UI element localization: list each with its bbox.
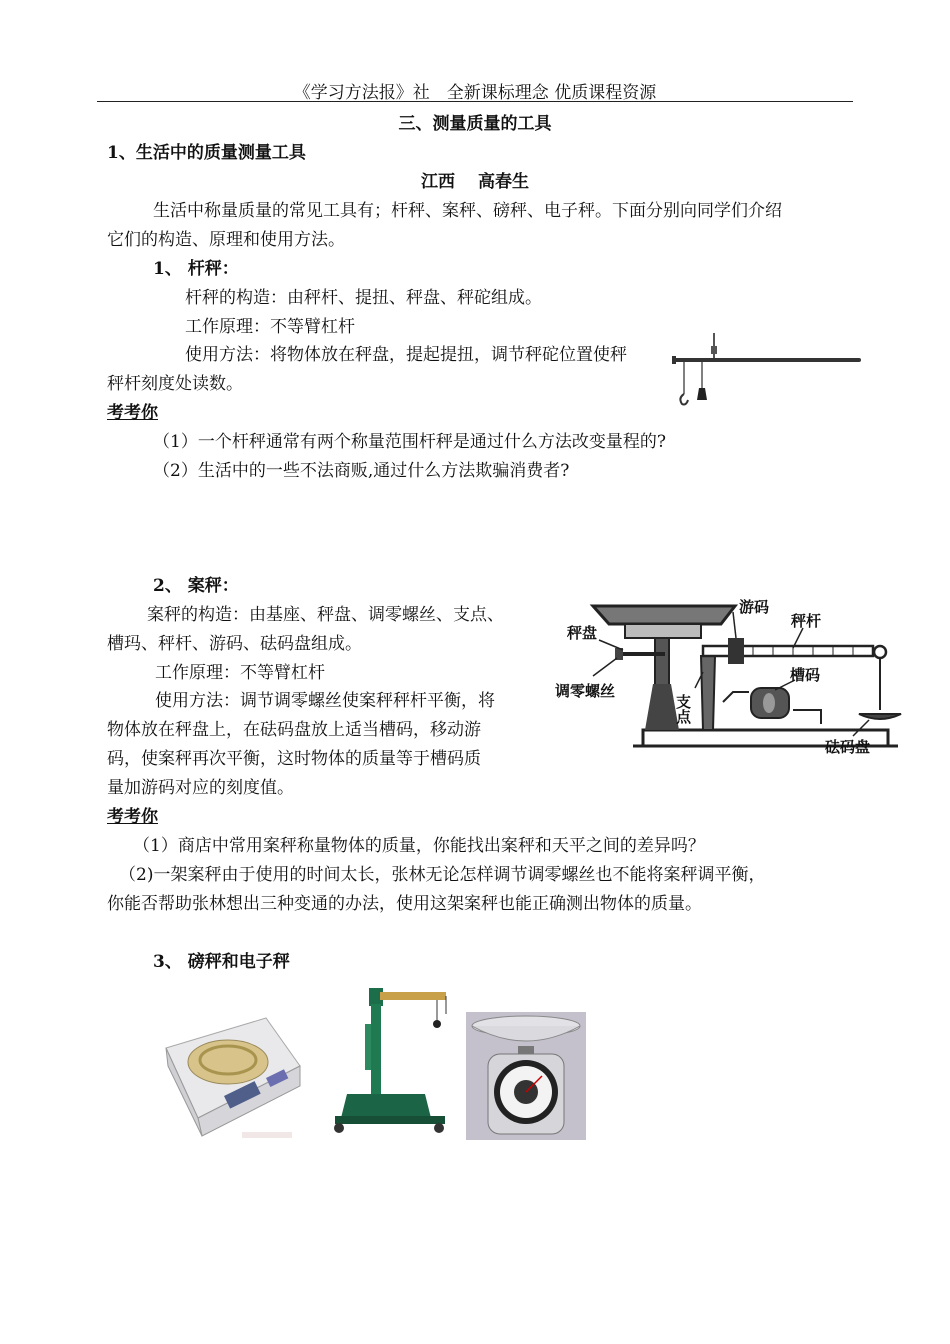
platform-scale-diagram	[553, 592, 905, 762]
label-weight-pan: 砝码盘	[825, 738, 871, 756]
anchen-question-2-line-2: 你能否帮助张林想出三种变通的办法，使用这架案秤也能正确测出物体的质量。	[107, 894, 702, 914]
anchen-quiz-title: 考考你	[107, 807, 158, 827]
intro-line-1: 生活中称量质量的常见工具有；杆秤、案秤、磅秤、电子秤。下面分别向同学们介绍	[153, 201, 782, 221]
bangchen-heading: 3、 磅秤和电子秤	[153, 952, 290, 972]
label-pan: 秤盘	[567, 624, 598, 642]
anchen-usage-line-1: 使用方法：调节调零螺丝使案秤秤杆平衡，将	[155, 691, 495, 711]
platform-scale-photo	[325, 984, 455, 1138]
label-beam: 秤杆	[791, 612, 822, 630]
label-rider: 游码	[739, 598, 770, 616]
anchen-structure-line-1: 案秤的构造：由基座、秤盘、调零螺丝、支点、	[147, 605, 504, 625]
anchen-question-1: （1）商店中常用案秤称量物体的质量，你能找出案秤和天平之间的差异吗？	[133, 836, 705, 856]
ganchen-question-1: （1）一个杆秤通常有两个称量范围杆秤是通过什么方法改变量程的?	[153, 432, 666, 452]
page-header: 《学习方法报》社 全新课标理念 优质课程资源	[293, 83, 657, 103]
section-heading: 1、生活中的质量测量工具	[107, 143, 306, 163]
dial-scale-photo	[466, 1012, 586, 1140]
anchen-structure-line-2: 槽玛、秤杆、游码、砝码盘组成。	[107, 634, 362, 654]
ganchen-structure: 杆秤的构造：由秤杆、提扭、秤盘、秤砣组成。	[185, 288, 542, 308]
ganchen-usage-line-2: 秤杆刻度处读数。	[107, 374, 243, 394]
steelyard-figure	[664, 328, 864, 412]
anchen-usage-line-3: 码，使案秤再次平衡，这时物体的质量等于槽码质	[107, 749, 481, 769]
label-zero-screw: 调零螺丝	[555, 682, 616, 700]
intro-line-2: 它们的构造、原理和使用方法。	[107, 230, 345, 250]
anchen-usage-line-2: 物体放在秤盘上，在砝码盘放上适当槽码，移动游	[107, 720, 481, 740]
ganchen-question-2: （2）生活中的一些不法商贩,通过什么方法欺骗消费者?	[153, 461, 570, 481]
ganchen-principle: 工作原理：不等臂杠杆	[185, 317, 355, 337]
page-title: 三、测量质量的工具	[398, 114, 552, 134]
anchen-usage-line-4: 量加游码对应的刻度值。	[107, 778, 294, 798]
header-rule	[97, 101, 853, 102]
ganchen-usage-line-1: 使用方法：将物体放在秤盘，提起提扭，调节秤砣位置使秤	[185, 345, 627, 365]
label-slot-weight: 槽码	[790, 666, 821, 684]
ganchen-heading: 1、 杆秤：	[153, 259, 239, 279]
anchen-principle: 工作原理：不等臂杠杆	[155, 663, 325, 683]
electronic-scale-photo	[162, 1012, 302, 1144]
label-fulcrum: 支点	[674, 694, 692, 724]
ganchen-quiz-title: 考考你	[107, 403, 158, 423]
anchen-question-2-line-1: （2)一架案秤由于使用的时间太长，张林无论怎样调节调零螺丝也不能将案秤调平衡，	[119, 865, 766, 885]
author: 江西 高春生	[421, 172, 529, 192]
anchen-heading: 2、 案秤：	[153, 576, 239, 596]
